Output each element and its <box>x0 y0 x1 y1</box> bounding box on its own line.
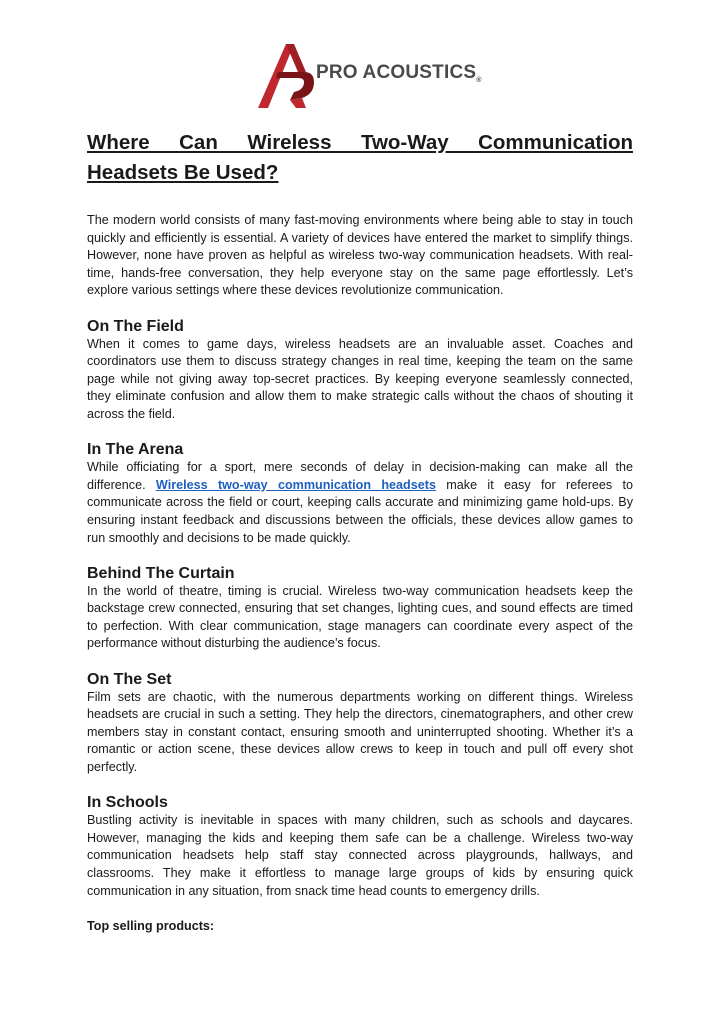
article-title: Where Can Wireless Two-Way Communication Headsets Be Used? <box>87 131 633 184</box>
section-in-schools <box>87 794 633 900</box>
top-selling-products-heading: Top selling products: <box>87 918 215 933</box>
section-body: Bustling activity is inevitable in spaces with many children, such as schools and daycares. However, managing the kids and keeping them safe can be a challenge. Wireless two-way communication headsets help staff stay connected across playgrounds, hallways, and classrooms. They make it effortless to manage large groups of kids by ensuring quick communication in any situation, from snack time head counts to emergency drills. <box>87 813 633 898</box>
pro-acoustics-logo[interactable] <box>256 42 482 110</box>
section-heading: On The Set <box>87 670 172 688</box>
logo-mark-icon <box>256 42 318 110</box>
registered-mark: ® <box>476 77 482 84</box>
logo-name: PRO ACOUSTICS <box>316 62 477 83</box>
section-heading: On The Field <box>87 317 184 335</box>
section-body: Film sets are chaotic, with the numerous departments working on different things. Wireless headsets are crucial in such a setting. They help the directors, cinematographers, and other crew members stay in constant contact, ensuring smooth and uninterrupted shooting. Whether it’s a romantic or action scene, these devices allow crews to keep in touch and pull off every shot perfectly. <box>87 689 633 775</box>
section-behind-the-curtain <box>87 565 633 653</box>
section-on-the-set <box>87 671 633 777</box>
logo-wordmark <box>316 62 482 84</box>
section-body: In the world of theatre, timing is crucial. Wireless two-way communication headsets keep the backstage crew connected, ensuring that set changes, lighting cues, and sound effects are timed to perfection. With clear communication, stage managers can coordinate every aspect of the performance without disturbing the audience’s focus. <box>87 583 633 651</box>
section-on-the-field <box>87 318 633 424</box>
section-heading: In The Arena <box>87 441 184 459</box>
headsets-link[interactable]: Wireless two-way communication headsets <box>155 477 436 492</box>
section-heading: Behind The Curtain <box>87 564 235 582</box>
intro-paragraph: The modern world consists of many fast-moving environments where being able to stay in touch quickly and efficiently is essential. A variety of devices have entered the market to simplify things. However, none have proven as helpful as wireless two-way communication headsets. With real-time, hands-free conversation, they help everyone stay on the same page effortlessly. Let’s explore various settings where these devices revolutionize communication. <box>87 213 633 298</box>
section-in-the-arena <box>87 441 633 547</box>
section-heading: In Schools <box>87 794 168 812</box>
section-body-after-link: make it easy for referees to communicate across the field or court, keeping calls accurate and minimizing game hold-ups. By ensuring instant feedback and discussions between the officials, these devices allow games to run smoothly and decisions to be made quickly. <box>87 477 634 545</box>
article <box>87 128 633 935</box>
section-body: When it comes to game days, wireless headsets are an invaluable asset. Coaches and coordinators use them to discuss strategy changes in real time, keeping the team on the same page while not giving away top-secret practices. By keeping everyone seamlessly connected, they eliminate confusion and allow them to make strategic calls without the chaos of shouting it across the field. <box>87 336 633 421</box>
section-body <box>87 459 633 547</box>
section-body-before-link: While officiating for a sport, mere seconds of delay in decision-making can make all the difference. <box>87 460 633 492</box>
